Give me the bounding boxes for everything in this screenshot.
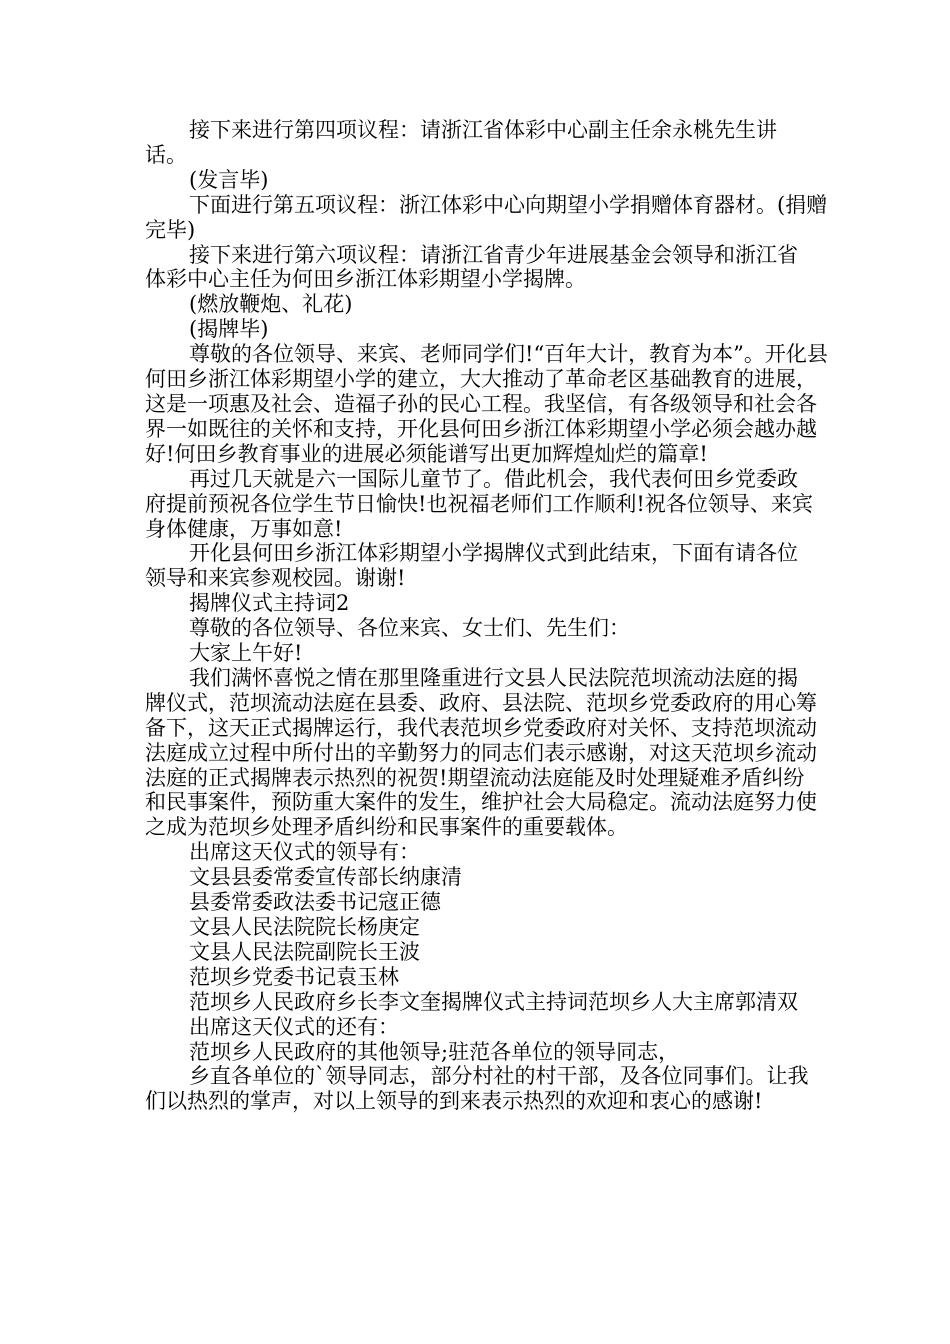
paragraph: 出席这天仪式的还有： bbox=[189, 1014, 399, 1039]
paragraph: 接下来进行第四项议程：请浙江省体彩中心副主任余永桃先生讲话。 bbox=[145, 118, 777, 167]
paragraph: 大家上午好! bbox=[189, 641, 303, 666]
section-heading: 揭牌仪式主持词2 bbox=[189, 591, 350, 616]
document-body bbox=[145, 118, 828, 1114]
list-item: 文县人民法院副院长王波 bbox=[189, 939, 420, 964]
list-item: 文县人民法院院长杨庚定 bbox=[189, 915, 420, 939]
paragraph: (发言毕) bbox=[189, 167, 269, 192]
list-item: 范坝乡党委书记袁玉林 bbox=[189, 964, 399, 989]
list-item: 范坝乡人民政府乡长李文奎揭牌仪式主持词范坝乡人大主席郭清双 bbox=[189, 989, 798, 1014]
paragraph: 我们满怀喜悦之情在那里隆重进行文县人民法院范坝流动法庭的揭牌仪式，范坝流动法庭在县委、政府、县法院、范坝乡党委政府的用心筹备下，这天正式揭牌运行，我代表范坝乡党委政府对关怀、支持范坝流动法庭成立过程中所付出的辛勤努力的同志们表示感谢，对这天范坝乡流动法庭的正式揭牌表示热烈的祝贺!期望流动法庭能及时处理疑难矛盾纠纷和民事案件，预防重大案件的发生，维护社会大局稳定。流动法庭努力使之成为范坝乡处理矛盾纠纷和民事案件的重要载体。 bbox=[145, 665, 817, 840]
paragraph: 出席这天仪式的领导有： bbox=[189, 840, 420, 865]
paragraph: 开化县何田乡浙江体彩期望小学揭牌仪式到此结束，下面有请各位领导和来宾参观校园。谢谢! bbox=[145, 541, 798, 591]
paragraph: (燃放鞭炮、礼花) bbox=[189, 292, 353, 317]
paragraph: 尊敬的各位领导、各位来宾、女士们、先生们： bbox=[189, 616, 630, 641]
list-item: 文县县委常委宣传部长纳康清 bbox=[189, 865, 462, 890]
paragraph: 范坝乡人民政府的其他领导;驻范各单位的领导同志， bbox=[189, 1039, 680, 1064]
paragraph: 再过几天就是六一国际儿童节了。借此机会，我代表何田乡党委政府提前预祝各位学生节日愉快!也祝福老师们工作顺利!祝各位领导、来宾身体健康，万事如意! bbox=[145, 466, 813, 541]
paragraph: (揭牌毕) bbox=[189, 317, 269, 342]
paragraph: 下面进行第五项议程：浙江体彩中心向期望小学捐赠体育器材。(捐赠完毕) bbox=[145, 192, 828, 242]
list-item: 县委常委政法委书记寇正德 bbox=[189, 890, 441, 915]
paragraph: 尊敬的各位领导、来宾、老师同学们!“百年大计，教育为本”。开化县何田乡浙江体彩期望小学的建立，大大推动了革命老区基础教育的进展，这是一项惠及社会、造福子孙的民心工程。我坚信，有各级领导和社会各界一如既往的关怀和支持，开化县何田乡浙江体彩期望小学必须会越办越好!何田乡教育事业的进展必须能谱写出更加辉煌灿烂的篇章! bbox=[145, 342, 828, 466]
paragraph: 接下来进行第六项议程：请浙江省青少年进展基金会领导和浙江省体彩中心主任为何田乡浙江体彩期望小学揭牌。 bbox=[145, 242, 798, 292]
paragraph: 乡直各单位的`领导同志，部分村社的村干部，及各位同事们。让我们以热烈的掌声，对以上领导的到来表示热烈的欢迎和衷心的感谢! bbox=[145, 1064, 809, 1114]
